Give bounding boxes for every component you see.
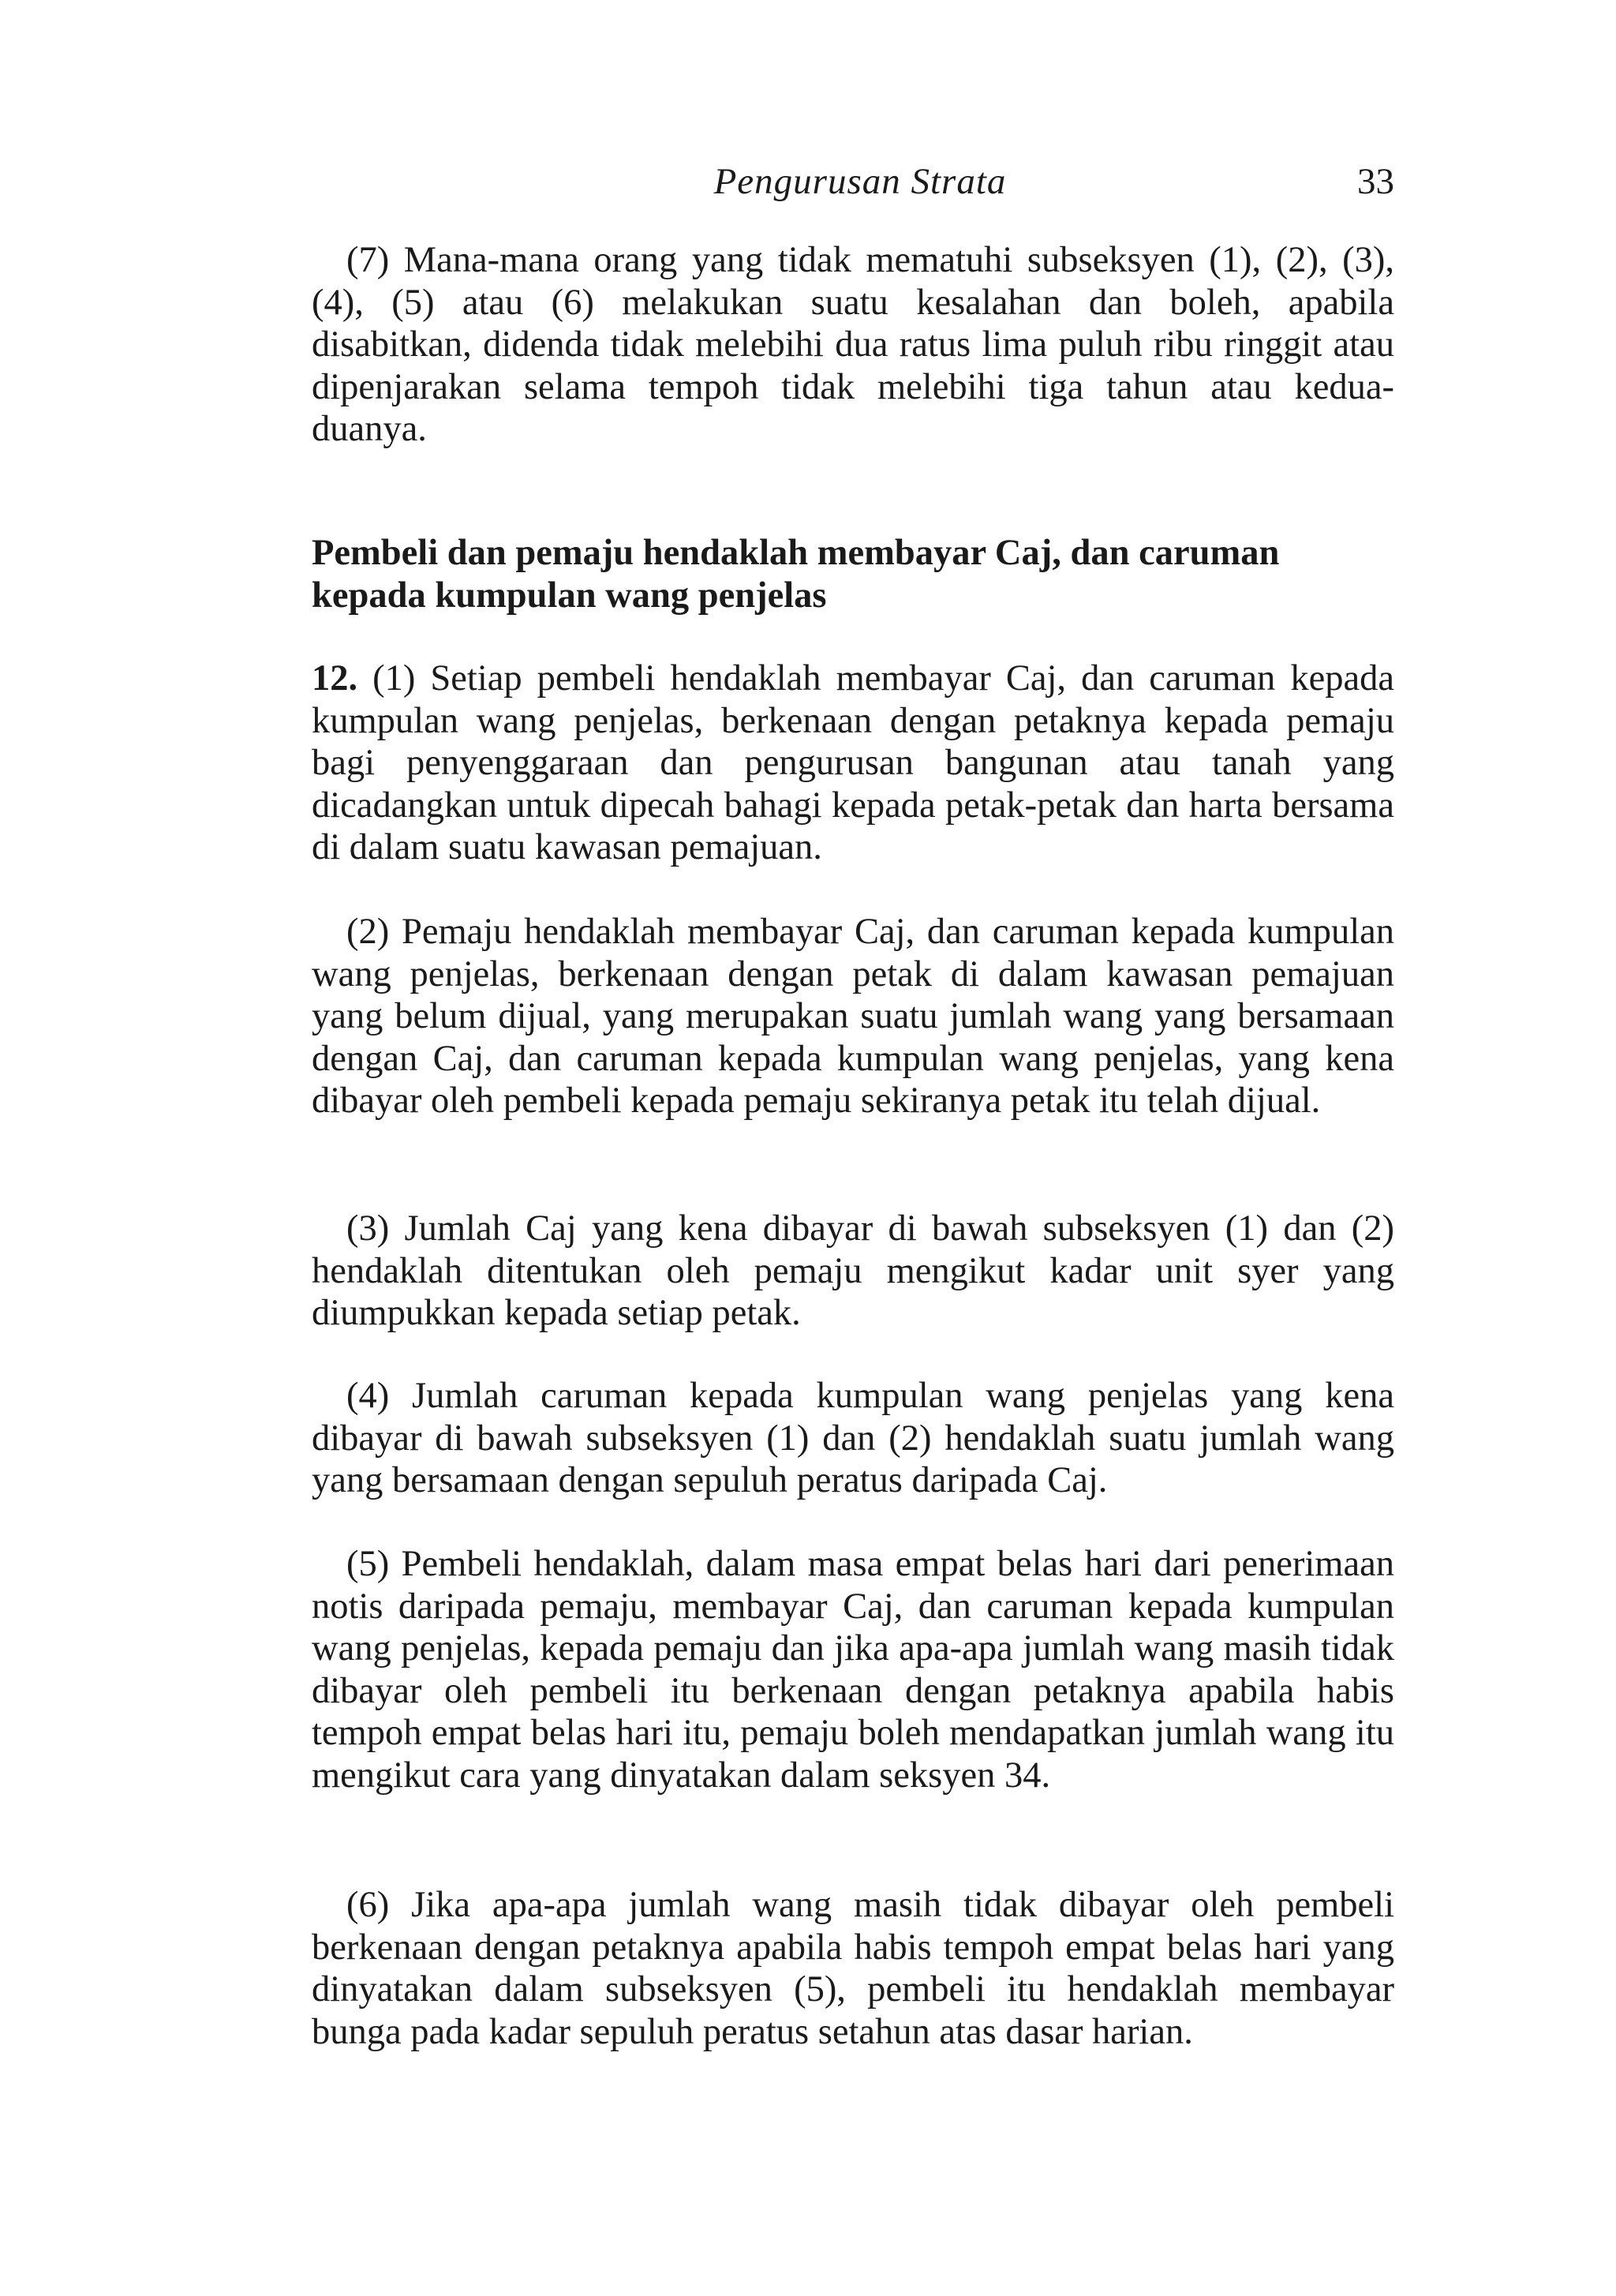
section-12-subsection-6: (6) Jika apa-apa jumlah wang masih tidak dibayar oleh pembeli berkenaan dengan petaknya apabila habis tempoh empat belas hari yang dinyatakan dalam subseksyen (5), pembeli itu hendaklah membayar bunga pada kadar sepuluh peratus setahun atas dasar harian. <box>312 1885 1394 2052</box>
subsection-7-block <box>312 239 1394 451</box>
running-title: Pengurusan Strata <box>713 161 1007 202</box>
section-heading: Pembeli dan pemaju hendaklah membayar Caj, dan caruman kepada kumpulan wang penjelas <box>312 533 1280 616</box>
section-12-subsection-4: (4) Jumlah caruman kepada kumpulan wang penjelas yang kena dibayar di bawah subseksyen (1) dan (2) hendaklah suatu jumlah wang yang bersamaan dengan sepuluh peratus daripada Caj. <box>312 1376 1394 1501</box>
subsection-7: (7) Mana-mana orang yang tidak mematuhi subseksyen (1), (2), (3), (4), (5) atau (6) melakukan suatu kesalahan dan boleh, apabila disabitkan, didenda tidak melebihi dua ratus lima puluh ribu ringgit atau dipenjarakan selama tempoh tidak melebihi tiga tahun atau kedua-duanya. <box>312 240 1394 450</box>
running-header <box>312 158 1394 205</box>
section-12-1-block <box>312 657 1394 869</box>
section-number: 12. <box>312 658 358 699</box>
section-12-3-block <box>312 1208 1394 1335</box>
section-12-subsection-5: (5) Pembeli hendaklah, dalam masa empat belas hari dari penerimaan notis daripada pemaju, membayar Caj, dan caruman kepada kumpulan wang penjelas, kepada pemaju dan jika apa-apa jumlah wang masih tidak dibayar oleh pembeli itu berkenaan dengan petaknya apabila habis tempoh empat belas hari itu, pemaju boleh mendapatkan jumlah wang itu mengikut cara yang dinyatakan dalam seksyen 34. <box>312 1544 1394 1796</box>
section-12-subsection-1 <box>312 657 1394 869</box>
section-12-subsection-3: (3) Jumlah Caj yang kena dibayar di bawah subseksyen (1) dan (2) hendaklah ditentukan oleh pemaju mengikut kadar unit syer yang diumpukkan kepada setiap petak. <box>312 1208 1394 1334</box>
section-12-5-block <box>312 1543 1394 1797</box>
section-12-subsection-1-text: (1) Setiap pembeli hendaklah membayar Caj, dan caruman kepada kumpulan wang penjelas, berkenaan dengan petaknya kepada pemaju bagi penyenggaraan dan pengurusan bangunan atau tanah yang dicadangkan untuk dipecah bahagi kepada petak-petak dan harta bersama di dalam suatu kawasan pemajuan. <box>312 658 1394 868</box>
section-12-2-block <box>312 911 1394 1122</box>
section-12-4-block <box>312 1375 1394 1502</box>
section-12-6-block <box>312 1884 1394 2053</box>
page-number: 33 <box>1357 161 1394 202</box>
section-heading-block <box>312 532 1394 616</box>
section-12-subsection-2: (2) Pemaju hendaklah membayar Caj, dan caruman kepada kumpulan wang penjelas, berkenaan dengan petak di dalam kawasan pemajuan yang belum dijual, yang merupakan suatu jumlah wang yang bersamaan dengan Caj, dan caruman kepada kumpulan wang penjelas, yang kena dibayar oleh pembeli kepada pemaju sekiranya petak itu telah dijual. <box>312 912 1394 1122</box>
